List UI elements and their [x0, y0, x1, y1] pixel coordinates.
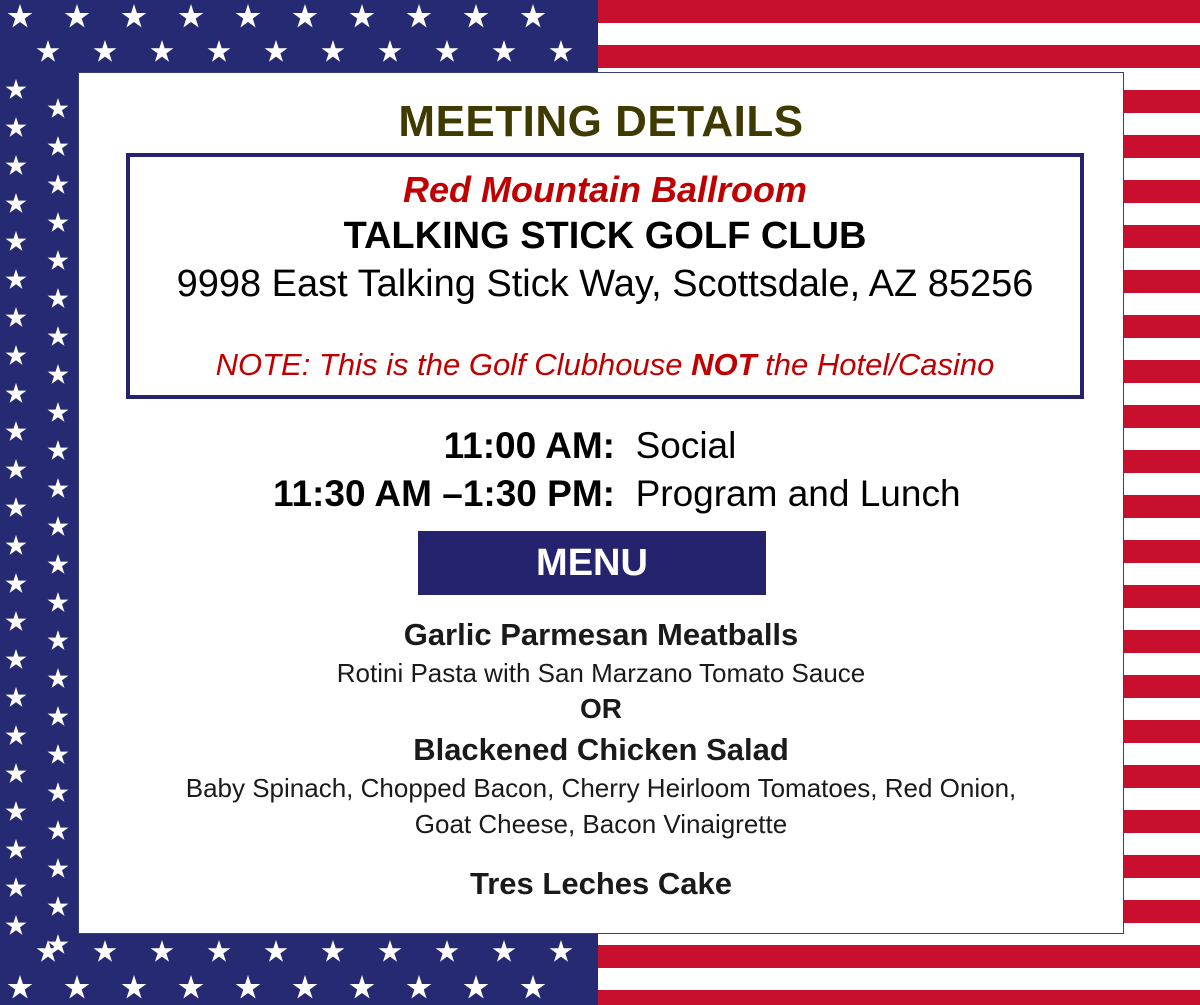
- venue-note: [130, 347, 1080, 383]
- schedule-time: 11:00 AM:: [443, 425, 615, 466]
- flag-stripe: [598, 45, 1200, 68]
- menu-or-separator: OR: [580, 693, 622, 724]
- menu-dessert: Tres Leches Cake: [470, 866, 732, 901]
- venue-address: 9998 East Talking Stick Way, Scottsdale, AZ 85256: [176, 263, 1034, 305]
- menu-heading: MENU: [418, 531, 766, 595]
- venue-note-bold: NOT: [691, 347, 757, 382]
- schedule-time: 11:30 AM –1:30 PM:: [272, 473, 615, 514]
- venue-note-post: the Hotel/Casino: [756, 347, 995, 382]
- flag-stripe: [598, 945, 1200, 968]
- menu-option1-title: Garlic Parmesan Meatballs: [403, 617, 799, 652]
- venue-box: [126, 153, 1084, 399]
- schedule-row-social: [223, 425, 736, 467]
- flag-stripe: [598, 0, 1200, 23]
- menu-option2-title: Blackened Chicken Salad: [413, 732, 789, 767]
- venue-note-pre: NOTE: This is the Golf Clubhouse: [215, 347, 692, 382]
- menu-option2-desc-line2: Goat Cheese, Bacon Vinaigrette: [414, 809, 788, 839]
- meeting-details-panel: [78, 72, 1124, 934]
- flag-blue-field: [0, 0, 598, 72]
- page-title: MEETING DETAILS: [398, 97, 804, 146]
- menu-option1-desc: Rotini Pasta with San Marzano Tomato Sauce: [336, 658, 866, 688]
- flag-stripe: [598, 990, 1200, 1005]
- venue-room: Red Mountain Ballroom: [403, 169, 807, 210]
- schedule-row-program: [223, 473, 961, 515]
- schedule-event: Social: [635, 425, 737, 466]
- venue-club: TALKING STICK GOLF CLUB: [343, 215, 867, 257]
- menu-option2-desc-line1: Baby Spinach, Chopped Bacon, Cherry Heirloom Tomatoes, Red Onion,: [185, 773, 1017, 803]
- schedule-event: Program and Lunch: [635, 473, 961, 514]
